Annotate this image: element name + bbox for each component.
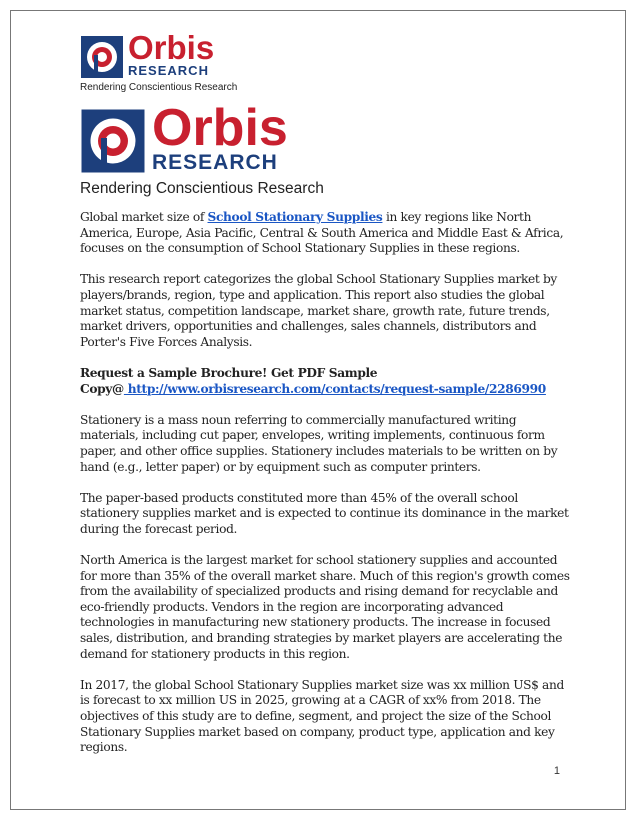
request-sample-heading: Request a Sample Brochure! Get PDF Sample: [80, 365, 378, 380]
orbis-logo-small: [80, 29, 238, 95]
logo-large-brand: Orbis: [152, 99, 288, 157]
request-copy-prefix: Copy@: [80, 381, 124, 396]
orbis-logo-large: [80, 99, 324, 198]
logo-large-tagline: Rendering Conscientious Research: [80, 180, 324, 197]
intro-paragraph: [80, 210, 570, 257]
logo-small-brand: Orbis: [128, 29, 215, 66]
page-number: 1: [553, 765, 560, 777]
logo-small-sub: RESEARCH: [128, 63, 209, 78]
school-stationary-supplies-link[interactable]: School Stationary Supplies: [207, 210, 383, 224]
request-sample-link[interactable]: http://www.orbisresearch.com/contacts/request-sample/2286990: [123, 381, 546, 396]
logo-small-tagline: Rendering Conscientious Research: [80, 82, 238, 93]
document-body: [80, 210, 570, 771]
orbis-emblem-large-icon: [80, 108, 146, 174]
categories-paragraph: This research report categorizes the global School Stationary Supplies market by players/brands, region, type and application. This report also studies the global market status, competition landscape, market share, growth rate, future trends, market drivers, opportunities and challenges, sales channels, distributors and Porter's Five Forces Analysis.: [80, 272, 557, 349]
paper-products-paragraph: The paper-based products constituted more than 45% of the overall school stationery supplies market and is expected to continue its dominance in the market during the forecast period.: [80, 490, 569, 536]
orbis-emblem-icon: [80, 35, 124, 79]
market-size-paragraph: In 2017, the global School Stationary Supplies market size was xx million US$ and is forecast to xx million US in 2025, growing at a CAGR of xx% from 2018. The objectives of this study are to define, segment, and project the size of the School Stationary Supplies market based on company, product type, application and key regions.: [80, 677, 564, 755]
north-america-paragraph: North America is the largest market for school stationery supplies and accounted for more than 35% of the overall market share. Much of this region's growth comes from the availability of specialized products and rising demand for recyclable and eco-friendly products. Vendors in the region are incorporating advanced technologies in manufacturing new stationery products. The increase in focused sales, distribution, and branding strategies by market players are accelerating the demand for stationery products in this region.: [80, 553, 570, 661]
intro-prefix: Global market size of: [80, 210, 208, 224]
intro-suffix: in key regions like North America, Europe, Asia Pacific, Central & South America and Middle East & Africa, focuses on the consumption of School Stationary Supplies in these regions.: [80, 210, 564, 256]
logo-large-sub: RESEARCH: [152, 151, 278, 174]
request-sample-block: [80, 366, 570, 397]
stationery-definition-paragraph: Stationery is a mass noun referring to commercially manufactured writing materials, including cut paper, envelopes, writing implements, continuous form paper, and other office supplies. Stationery includes materials to be written on by hand (e.g., letter paper) or by equipment such as computer printers.: [80, 412, 558, 474]
